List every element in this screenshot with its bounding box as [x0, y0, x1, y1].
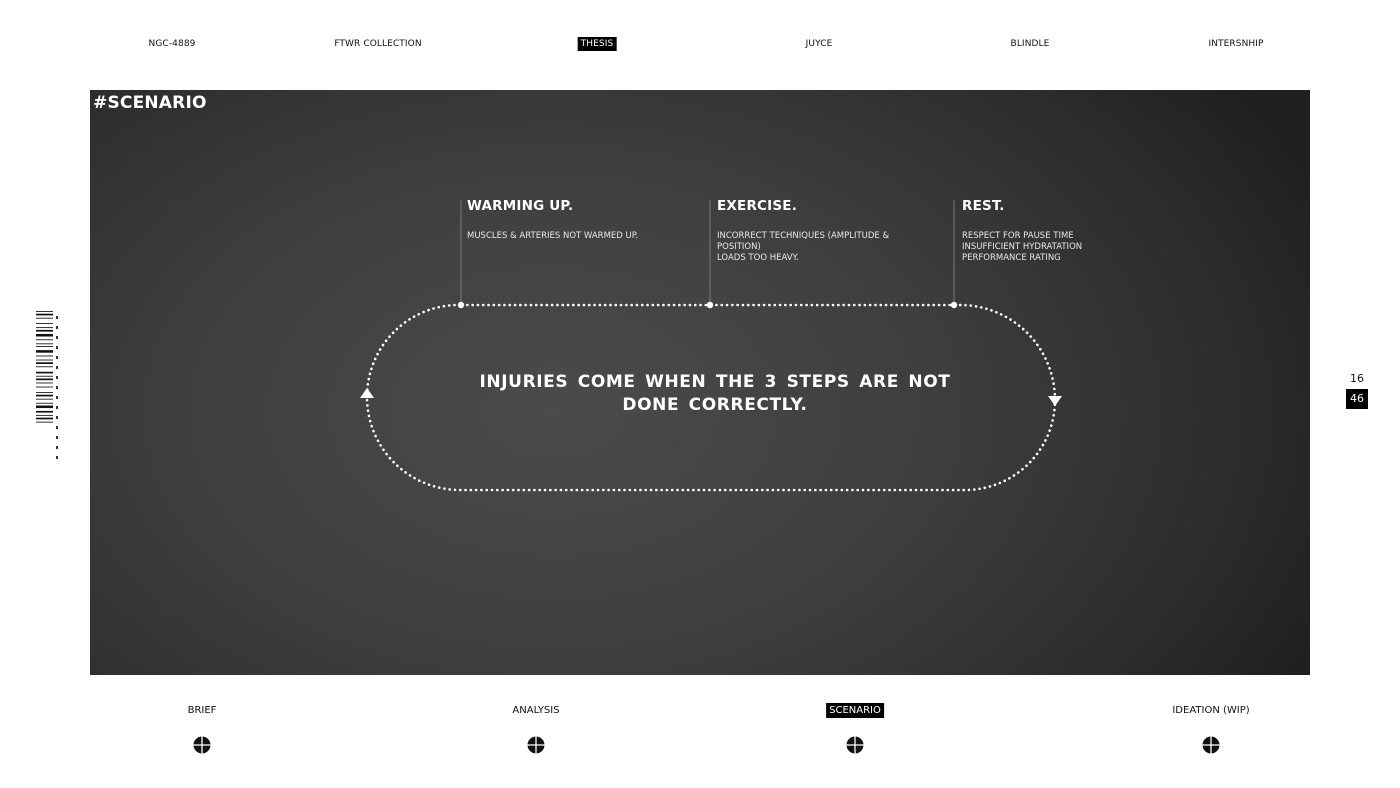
- bottom-nav-item-scenario[interactable]: SCENARIO: [826, 703, 884, 718]
- step-description-line: MUSCLES & ARTERIES NOT WARMED UP.: [467, 231, 639, 241]
- step-heading: WARMING UP.: [467, 198, 574, 214]
- step-description-line: INCORRECT TECHNIQUES (AMPLITUDE &: [717, 231, 890, 241]
- step-description-line: INSUFFICIENT HYDRATATION: [962, 242, 1083, 252]
- step-description: [962, 231, 1142, 264]
- top-nav-item-ftwr-collection[interactable]: FTWR COLLECTION: [334, 39, 422, 49]
- top-nav-item-blindle[interactable]: BLINDLE: [1010, 39, 1050, 49]
- step-description-line: LOADS TOO HEAVY.: [717, 253, 799, 263]
- bottom-nav-item-analysis[interactable]: ANALYSIS: [512, 705, 560, 716]
- crosshair-circle-icon[interactable]: [527, 736, 545, 754]
- step-description-line: RESPECT FOR PAUSE TIME: [962, 231, 1074, 241]
- arrow-up-icon: [360, 388, 374, 398]
- top-nav-item-intersnhip[interactable]: INTERSNHIP: [1208, 39, 1264, 49]
- crosshair-circle-icon[interactable]: [193, 736, 211, 754]
- page-counter: [1346, 372, 1368, 409]
- scenario-panel: [90, 90, 1310, 675]
- step-description-line: POSITION): [717, 242, 761, 252]
- step-node-warming-up: [458, 302, 464, 308]
- bottom-nav-item-ideation[interactable]: IDEATION (WIP): [1172, 705, 1250, 716]
- panel-title: #SCENARIO: [93, 93, 207, 113]
- step-heading: REST.: [962, 198, 1005, 214]
- page-total-number: 46: [1346, 389, 1368, 409]
- page-current-number: 16: [1350, 372, 1364, 385]
- arrow-down-icon: [1048, 396, 1062, 406]
- step-warming-up: [467, 198, 647, 242]
- crosshair-circle-icon[interactable]: [1202, 736, 1220, 754]
- step-heading: EXERCISE.: [717, 198, 798, 214]
- step-node-rest: [951, 302, 957, 308]
- step-node-exercise: [707, 302, 713, 308]
- center-statement: INJURIES COME WHEN THE 3 STEPS ARE NOT DONE CORRECTLY.: [479, 372, 951, 415]
- top-nav: [0, 37, 1400, 53]
- bottom-nav-item-brief[interactable]: BRIEF: [187, 705, 217, 716]
- step-description: [717, 231, 897, 264]
- step-description: [467, 231, 647, 242]
- step-description-line: PERFORMANCE RATING: [962, 253, 1061, 263]
- step-rest: [962, 198, 1142, 264]
- step-exercise: [717, 198, 897, 264]
- top-nav-item-ngc-4889[interactable]: NGC-4889: [148, 39, 196, 49]
- barcode-icon: [36, 310, 62, 468]
- top-nav-item-thesis[interactable]: THESIS: [578, 37, 617, 51]
- crosshair-circle-icon[interactable]: [846, 736, 864, 754]
- top-nav-item-juyce[interactable]: JUYCE: [805, 39, 833, 49]
